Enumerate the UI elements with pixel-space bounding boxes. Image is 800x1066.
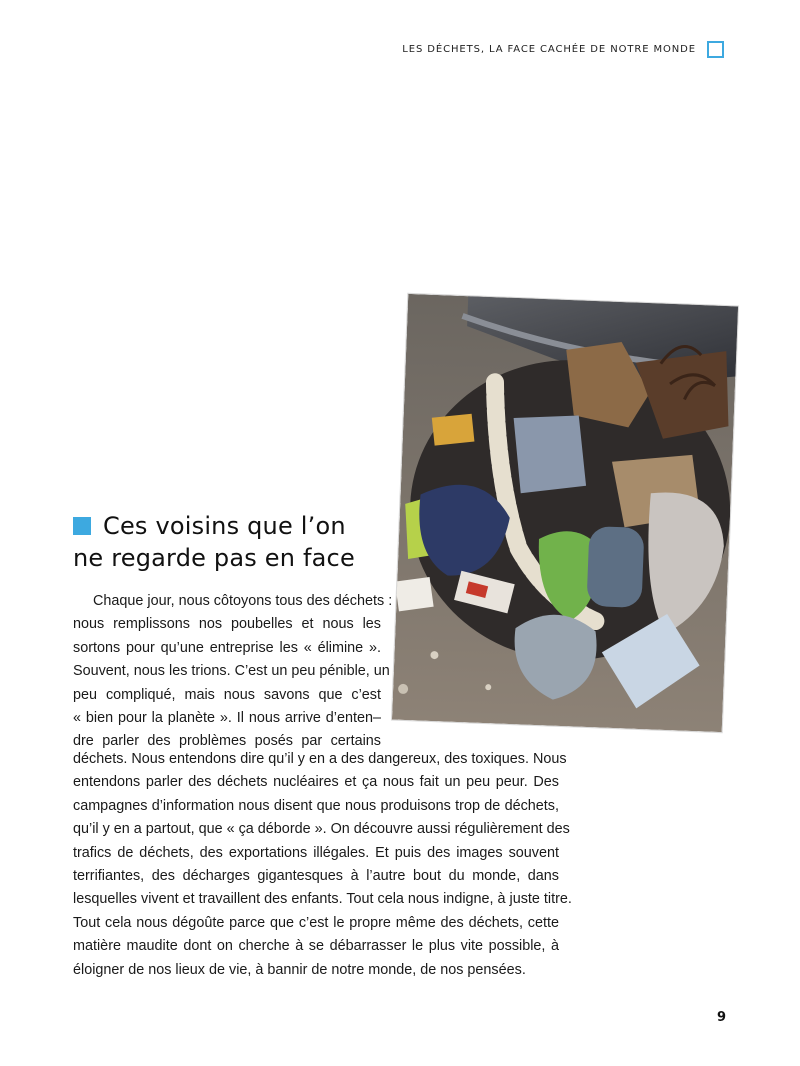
paragraph-line: Chaque jour, nous côtoyons tous des déchets : <box>93 593 393 609</box>
paragraph-line: terrifiantes, des décharges gigantesques à l’autre bout du monde, dans <box>73 868 559 885</box>
running-title: LES DÉCHETS, LA FACE CACHÉE DE NOTRE MONDE <box>402 44 696 55</box>
garbage-pile-photo <box>392 294 738 732</box>
corner-square-icon <box>707 41 724 58</box>
section-heading <box>73 510 393 574</box>
square-bullet-icon <box>73 517 91 535</box>
paragraph-line: peu compliqué, mais nous savons que c’est <box>73 686 381 703</box>
body-paragraph-narrow <box>73 590 393 754</box>
paragraph-line: nous remplissons nos poubelles et nous les <box>73 616 381 633</box>
page-number: 9 <box>716 1010 726 1025</box>
paragraph-line: Souvent, nous les trions. C’est un peu pénible, un <box>73 663 390 680</box>
paragraph-line: déchets. Nous entendons dire qu’il y en a des dangereux, des toxiques. Nous <box>73 751 567 767</box>
paragraph-line: « bien pour la planète ». Il nous arrive d’enten– <box>73 710 381 727</box>
heading-line-2: ne regarde pas en face <box>73 544 355 572</box>
heading-line-1: Ces voisins que l’on <box>103 512 346 540</box>
body-paragraph-wide <box>73 748 572 982</box>
paragraph-line: qu’il y en a partout, que « ça déborde ». On découvre aussi régulièrement des <box>73 821 570 838</box>
paragraph-line: entendons parler des déchets nucléaires et ça nous fait un peu peur. Des <box>73 774 559 791</box>
paragraph-line: Tout cela nous dégoûte parce que c’est le propre même des déchets, cette <box>73 914 559 931</box>
paragraph-line: dre parler des problèmes posés par certains <box>73 733 381 750</box>
paragraph-line: sortons pour qu’une entreprise les « élimine ». <box>73 639 381 656</box>
paragraph-line: trafics de déchets, des exportations illégales. Et puis des images souvent <box>73 844 559 861</box>
paragraph-line: éloigner de nos lieux de vie, à bannir de notre monde, de nos pensées. <box>73 961 526 978</box>
paragraph-line: lesquelles vivent et travaillent des enfants. Tout cela nous indigne, à juste titre. <box>73 891 572 908</box>
garbage-photo-illustration <box>392 294 738 732</box>
paragraph-line: campagnes d’information nous disent que nous produisons trop de déchets, <box>73 797 559 814</box>
paragraph-line: matière maudite dont on cherche à se débarrasser le plus vite possible, à <box>73 938 559 955</box>
